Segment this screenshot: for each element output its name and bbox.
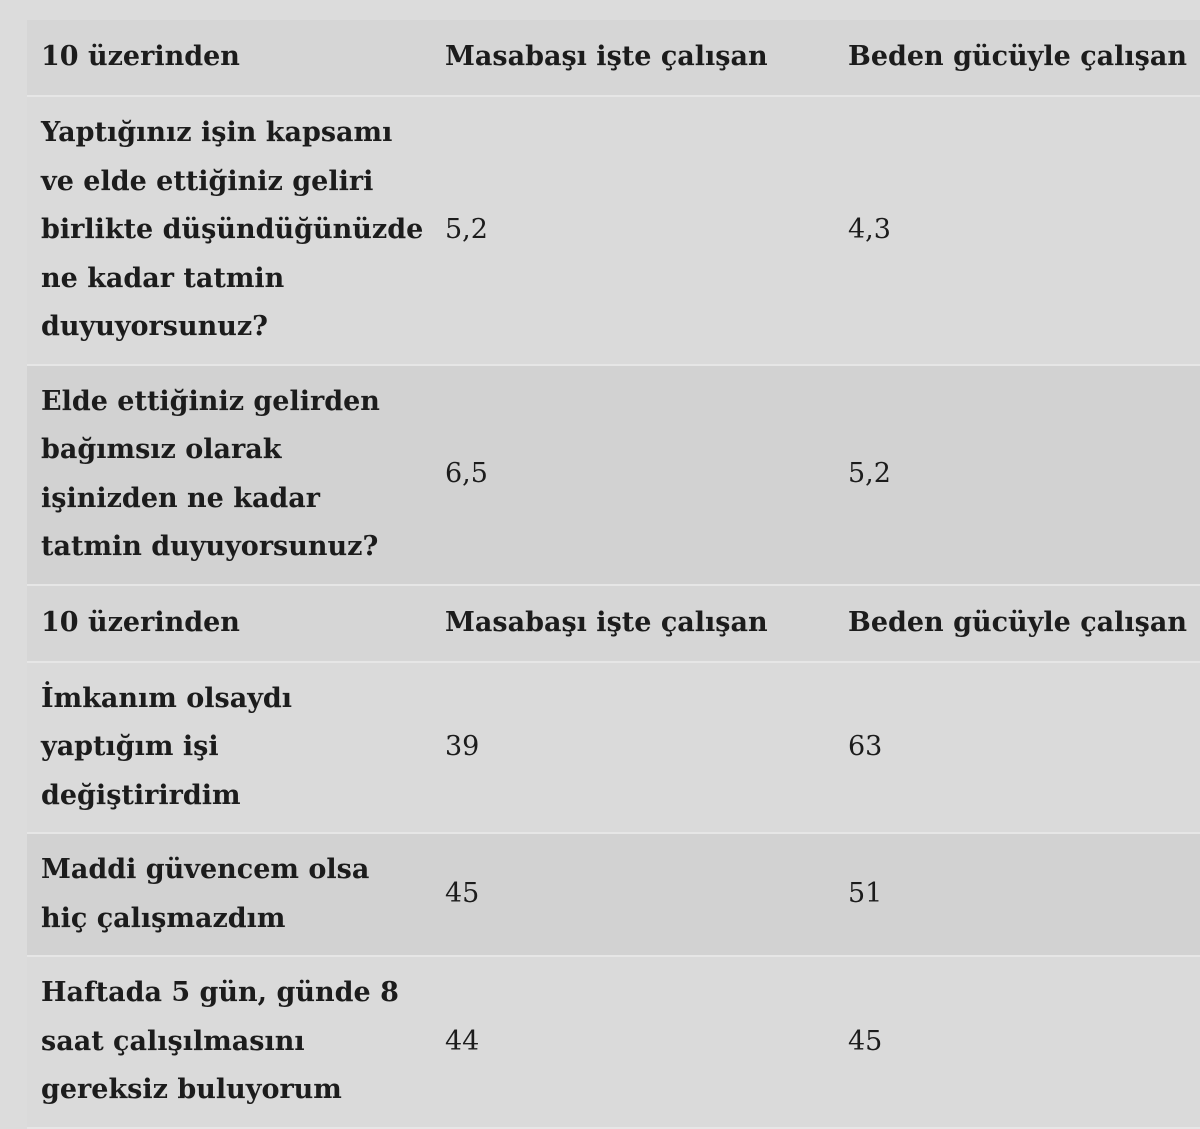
physical-value-cell: 63 <box>834 662 1200 834</box>
table-header-row <box>27 585 1200 662</box>
header-desk-worker: Masabaşı işte çalışan <box>431 20 834 96</box>
header-physical-worker: Beden gücüyle çalışan <box>834 20 1200 96</box>
desk-value-cell: 45 <box>431 833 834 956</box>
table-row <box>27 833 1200 956</box>
desk-value-cell: 5,2 <box>431 96 834 365</box>
desk-value-cell: 44 <box>431 956 834 1128</box>
header-scale: 10 üzerinden <box>27 585 431 662</box>
table-row <box>27 956 1200 1128</box>
physical-value-cell: 51 <box>834 833 1200 956</box>
header-scale: 10 üzerinden <box>27 20 431 96</box>
question-cell: Elde ettiğiniz gelirden bağımsız olarak işinizden ne kadar tatmin duyuyorsunuz? <box>27 365 431 585</box>
table-row <box>27 96 1200 365</box>
table-row <box>27 365 1200 585</box>
desk-value-cell: 6,5 <box>431 365 834 585</box>
header-physical-worker: Beden gücüyle çalışan <box>834 585 1200 662</box>
question-cell: Haftada 5 gün, günde 8 saat çalışılmasını gereksiz buluyorum <box>27 956 431 1128</box>
survey-table <box>27 20 1200 1129</box>
table-header-row <box>27 20 1200 96</box>
question-cell: Yaptığınız işin kapsamı ve elde ettiğiniz geliri birlikte düşündüğünüzde ne kadar tatmin duyuyorsunuz? <box>27 96 431 365</box>
header-desk-worker: Masabaşı işte çalışan <box>431 585 834 662</box>
physical-value-cell: 45 <box>834 956 1200 1128</box>
question-cell: İmkanım olsaydı yaptığım işi değiştirirdim <box>27 662 431 834</box>
survey-table-container <box>27 20 1200 1129</box>
question-cell: Maddi güvencem olsa hiç çalışmazdım <box>27 833 431 956</box>
desk-value-cell: 39 <box>431 662 834 834</box>
physical-value-cell: 5,2 <box>834 365 1200 585</box>
physical-value-cell: 4,3 <box>834 96 1200 365</box>
table-row <box>27 662 1200 834</box>
